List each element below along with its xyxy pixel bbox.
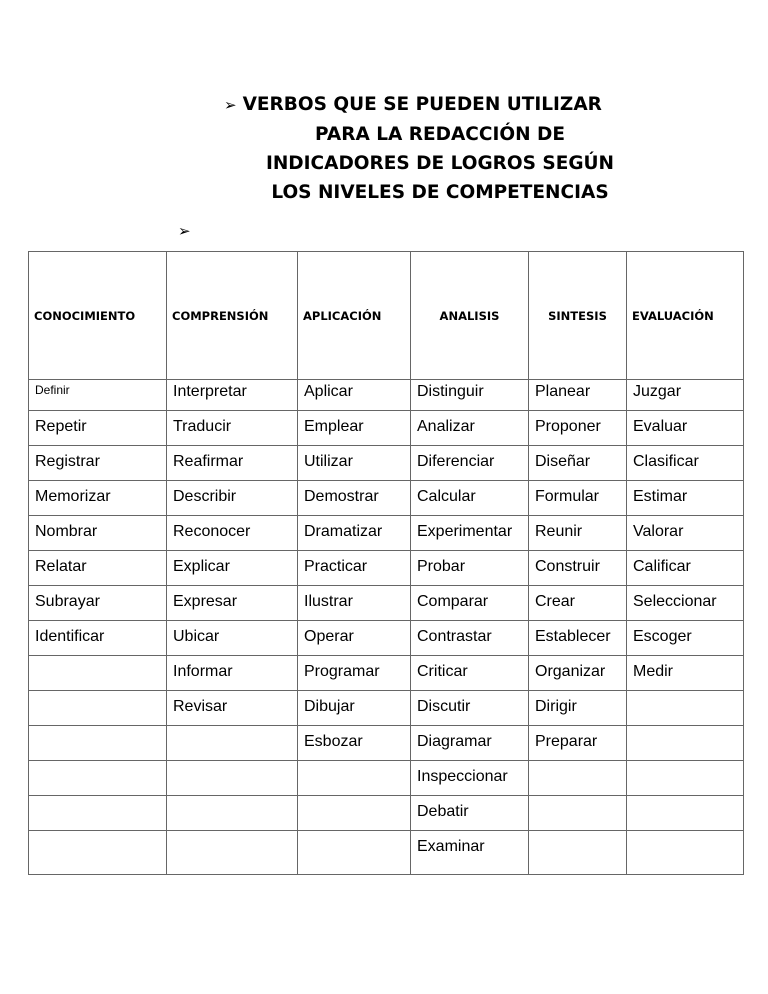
table-cell: Ubicar bbox=[167, 621, 298, 656]
table-row bbox=[29, 446, 744, 481]
table-cell bbox=[29, 831, 167, 875]
table-cell: Probar bbox=[411, 551, 529, 586]
table-cell bbox=[298, 831, 411, 875]
table-cell: Escoger bbox=[627, 621, 744, 656]
table-cell: Estimar bbox=[627, 481, 744, 516]
table-row bbox=[29, 761, 744, 796]
table-row bbox=[29, 481, 744, 516]
table-cell: Revisar bbox=[167, 691, 298, 726]
table-cell: Evaluar bbox=[627, 411, 744, 446]
table-cell bbox=[529, 761, 627, 796]
table-cell: Relatar bbox=[29, 551, 167, 586]
table-cell: Debatir bbox=[411, 796, 529, 831]
table-cell: Operar bbox=[298, 621, 411, 656]
table-cell: Reunir bbox=[529, 516, 627, 551]
table-cell: Organizar bbox=[529, 656, 627, 691]
table-cell: Discutir bbox=[411, 691, 529, 726]
table-cell: Formular bbox=[529, 481, 627, 516]
table-cell: Describir bbox=[167, 481, 298, 516]
table-cell: Aplicar bbox=[298, 380, 411, 411]
table-row bbox=[29, 411, 744, 446]
column-header-analisis: ANALISIS bbox=[411, 252, 529, 380]
table-row bbox=[29, 831, 744, 875]
table-cell bbox=[627, 761, 744, 796]
table-cell: Traducir bbox=[167, 411, 298, 446]
title-line-3: INDICADORES DE LOGROS SEGÚN bbox=[265, 153, 615, 174]
table-cell: Diferenciar bbox=[411, 446, 529, 481]
table-cell: Reconocer bbox=[167, 516, 298, 551]
title-line-4: LOS NIVELES DE COMPETENCIAS bbox=[271, 182, 609, 203]
table-row bbox=[29, 551, 744, 586]
table-cell: Subrayar bbox=[29, 586, 167, 621]
title-line-1: VERBOS QUE SE PUEDEN UTILIZAR bbox=[242, 94, 602, 115]
table-cell bbox=[529, 796, 627, 831]
table-cell: Criticar bbox=[411, 656, 529, 691]
table-cell: Informar bbox=[167, 656, 298, 691]
table-row bbox=[29, 691, 744, 726]
table-cell: Clasificar bbox=[627, 446, 744, 481]
table-cell bbox=[298, 761, 411, 796]
document-title bbox=[220, 90, 660, 207]
table-cell: Dirigir bbox=[529, 691, 627, 726]
arrow-bullet-icon: ➢ bbox=[224, 96, 237, 114]
column-header-evaluación: EVALUACIÓN bbox=[627, 252, 744, 380]
column-header-aplicación: APLICACIÓN bbox=[298, 252, 411, 380]
table-cell: Demostrar bbox=[298, 481, 411, 516]
column-header-comprensión: COMPRENSIÓN bbox=[167, 252, 298, 380]
table-header-row bbox=[29, 252, 744, 380]
table-cell: Repetir bbox=[29, 411, 167, 446]
table-cell bbox=[627, 691, 744, 726]
table-cell: Proponer bbox=[529, 411, 627, 446]
table-cell: Dramatizar bbox=[298, 516, 411, 551]
table-cell: Juzgar bbox=[627, 380, 744, 411]
table-cell: Establecer bbox=[529, 621, 627, 656]
table-cell: Comparar bbox=[411, 586, 529, 621]
table-cell: Analizar bbox=[411, 411, 529, 446]
table-cell: Distinguir bbox=[411, 380, 529, 411]
table-cell: Valorar bbox=[627, 516, 744, 551]
table-cell: Calcular bbox=[411, 481, 529, 516]
table-cell: Interpretar bbox=[167, 380, 298, 411]
table-cell: Reafirmar bbox=[167, 446, 298, 481]
table-row bbox=[29, 796, 744, 831]
table-cell: Calificar bbox=[627, 551, 744, 586]
table-cell: Practicar bbox=[298, 551, 411, 586]
table-cell bbox=[298, 796, 411, 831]
table-row bbox=[29, 380, 744, 411]
table-cell: Planear bbox=[529, 380, 627, 411]
table-cell: Seleccionar bbox=[627, 586, 744, 621]
table-cell: Examinar bbox=[411, 831, 529, 875]
table-cell bbox=[167, 796, 298, 831]
table-cell: Memorizar bbox=[29, 481, 167, 516]
table-cell bbox=[167, 761, 298, 796]
table-cell bbox=[627, 796, 744, 831]
table-cell: Definir bbox=[29, 380, 167, 411]
title-line-2: PARA LA REDACCIÓN DE bbox=[315, 124, 565, 145]
table-cell: Emplear bbox=[298, 411, 411, 446]
table-cell bbox=[29, 761, 167, 796]
table-row bbox=[29, 586, 744, 621]
table-cell: Contrastar bbox=[411, 621, 529, 656]
table-cell bbox=[29, 691, 167, 726]
table-cell: Dibujar bbox=[298, 691, 411, 726]
table-cell: Expresar bbox=[167, 586, 298, 621]
table-cell: Medir bbox=[627, 656, 744, 691]
table-cell bbox=[29, 656, 167, 691]
arrow-bullet-icon: ➢ bbox=[178, 223, 191, 240]
table-cell: Diseñar bbox=[529, 446, 627, 481]
table-cell: Programar bbox=[298, 656, 411, 691]
table-cell bbox=[627, 726, 744, 761]
table-row bbox=[29, 516, 744, 551]
table-cell: Identificar bbox=[29, 621, 167, 656]
table-cell: Crear bbox=[529, 586, 627, 621]
table-row bbox=[29, 621, 744, 656]
table-cell: Ilustrar bbox=[298, 586, 411, 621]
column-header-conocimiento: CONOCIMIENTO bbox=[29, 252, 167, 380]
verbs-table bbox=[28, 251, 744, 875]
table-row bbox=[29, 726, 744, 761]
table-row bbox=[29, 656, 744, 691]
table-cell: Utilizar bbox=[298, 446, 411, 481]
table-cell: Registrar bbox=[29, 446, 167, 481]
table-cell: Construir bbox=[529, 551, 627, 586]
table-cell bbox=[529, 831, 627, 875]
table-cell bbox=[167, 726, 298, 761]
table-cell bbox=[627, 831, 744, 875]
table-cell bbox=[29, 726, 167, 761]
table-cell: Inspeccionar bbox=[411, 761, 529, 796]
table-cell bbox=[167, 831, 298, 875]
table-cell: Nombrar bbox=[29, 516, 167, 551]
table-cell: Diagramar bbox=[411, 726, 529, 761]
table-cell: Experimentar bbox=[411, 516, 529, 551]
table-cell: Preparar bbox=[529, 726, 627, 761]
table-cell: Esbozar bbox=[298, 726, 411, 761]
column-header-sintesis: SINTESIS bbox=[529, 252, 627, 380]
table-cell bbox=[29, 796, 167, 831]
table-cell: Explicar bbox=[167, 551, 298, 586]
